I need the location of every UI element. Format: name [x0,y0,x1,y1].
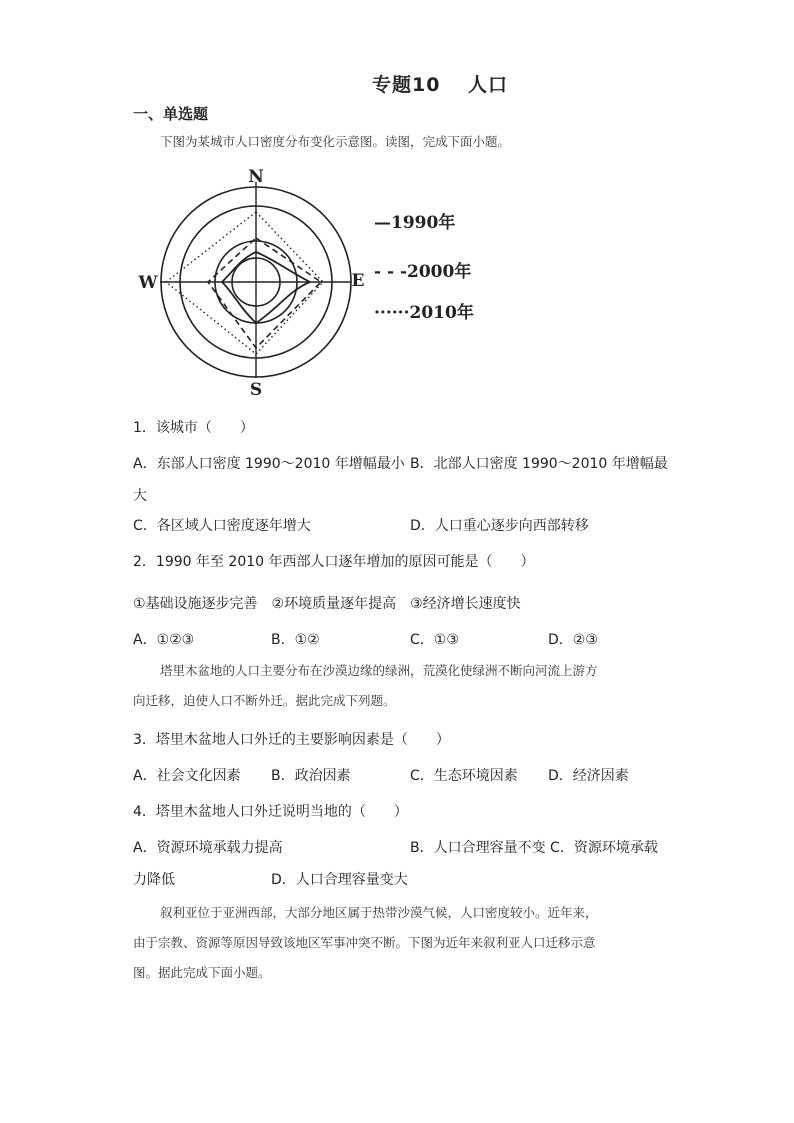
q1-option-b-wrap: 大 [133,488,147,504]
direction-w: W [138,273,158,293]
q1-option-a: A．东部人口密度 1990～2010 年增幅最小 [133,456,405,472]
q2-option-d: D．②③ [548,632,598,648]
legend-1990: —1990年 [374,213,456,233]
population-density-diagram [130,160,380,400]
q1-stem: 1．该城市（ ） [133,420,254,436]
q1-option-b: B．北部人口密度 1990～2010 年增幅最 [410,456,668,472]
intro-paragraph-1: 下图为某城市人口密度分布变化示意图。读图，完成下面小题。 [160,134,511,149]
q2-stem: 2．1990 年至 2010 年西部人口逐年增加的原因可能是（ ） [133,554,535,570]
q3-option-b: B．政治因素 [271,768,351,784]
q1-option-c: C．各区域人口密度逐年增大 [133,518,311,534]
q4-option-b-c: B．人口合理容量不变 C．资源环境承载 [410,840,658,856]
q4-stem: 4．塔里木盆地人口外迁说明当地的（ ） [133,804,408,820]
q2-option-c: C．①③ [410,632,459,648]
legend-2010: ······2010年 [374,303,474,323]
q4-option-d: D．人口合理容量变大 [271,872,408,888]
intro-paragraph-3-line-2: 由于宗教、资源等原因导致该地区军事冲突不断。下图为近年来叙利亚人口迁移示意 [133,935,596,950]
q4-option-a: A．资源环境承载力提高 [133,840,283,856]
q2-option-b: B．①② [271,632,320,648]
intro-paragraph-3-line-1: 叙利亚位于亚洲西部，大部分地区属于热带沙漠气候，人口密度较小。近年来， [160,905,598,920]
q1-option-d: D．人口重心逐步向西部转移 [410,518,589,534]
direction-n: N [248,167,264,187]
direction-e: E [351,271,365,291]
section-heading: 一、单选题 [133,105,209,123]
intro-paragraph-2-line-1: 塔里木盆地的人口主要分布在沙漠边缘的绿洲，荒漠化使绿洲不断向河流上游方 [160,663,598,678]
q3-option-a: A．社会文化因素 [133,768,241,784]
page-title: 专题10 人口 [371,74,509,96]
intro-paragraph-2-line-2: 向迁移，迫使人口不断外迁。据此完成下列题。 [133,693,396,708]
q2-statements: ①基础设施逐步完善 ②环境质量逐年提高 ③经济增长速度快 [133,596,521,612]
q3-option-c: C．生态环境因素 [410,768,518,784]
q2-option-a: A．①②③ [133,632,195,648]
q4-option-c-wrap: 力降低 [133,872,175,888]
intro-paragraph-3-line-3: 图。据此完成下面小题。 [133,965,271,980]
q3-stem: 3．塔里木盆地人口外迁的主要影响因素是（ ） [133,732,450,748]
q3-option-d: D．经济因素 [548,768,629,784]
direction-s: S [249,380,263,400]
legend-2000: - - -2000年 [374,262,472,282]
